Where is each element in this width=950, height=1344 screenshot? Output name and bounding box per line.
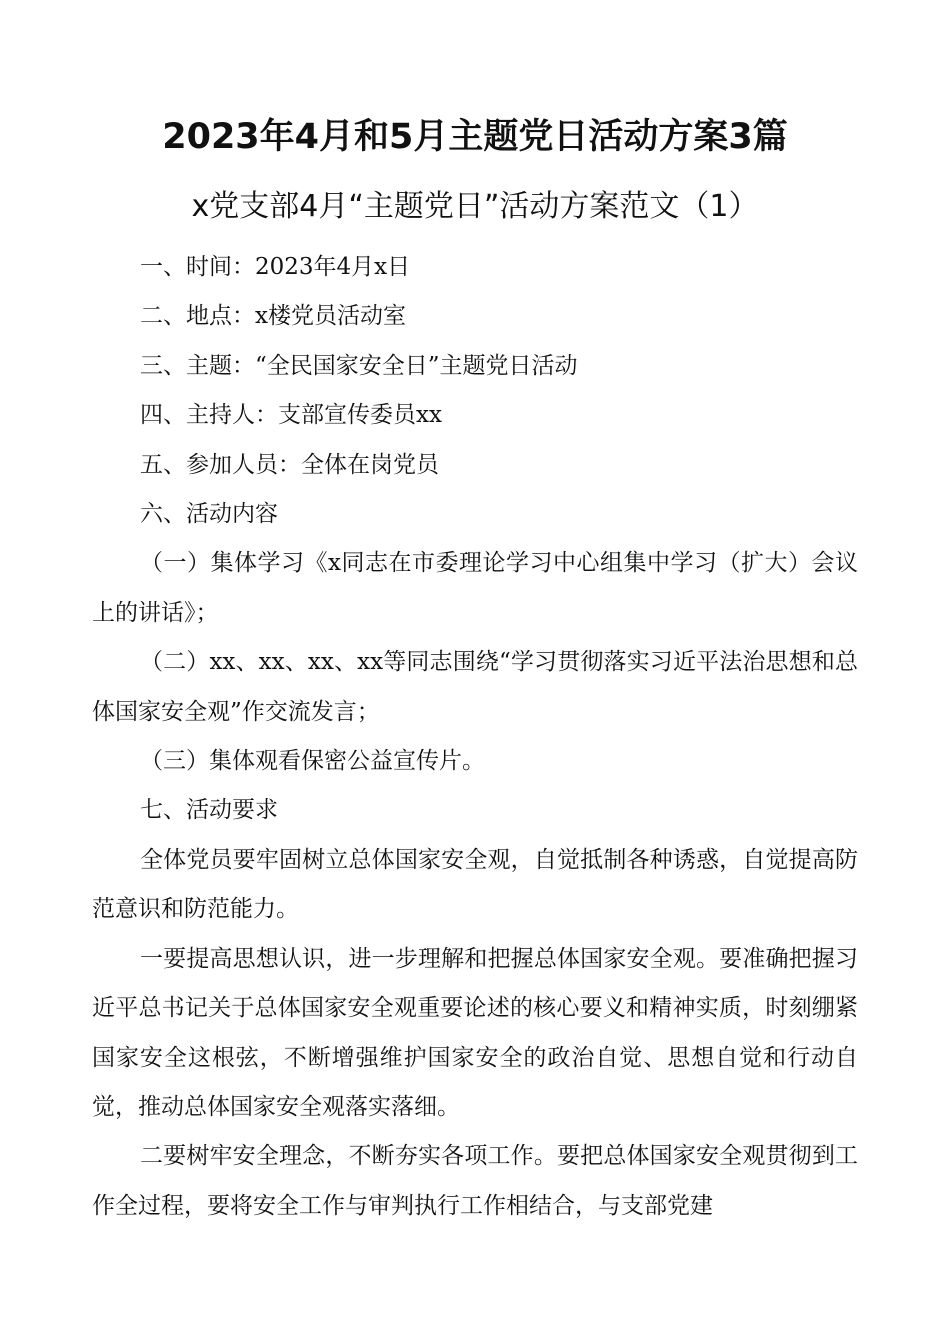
item-host: 四、主持人：支部宣传委员xx bbox=[140, 402, 442, 429]
item-participants: 五、参加人员：全体在岗党员 bbox=[140, 451, 439, 478]
content-item-2: （二）xx、xx、xx、xx等同志围绕“学习贯彻落实习近平法治思想和总体国家安全观”作交流发言； bbox=[92, 649, 858, 725]
content-item-3: （三）集体观看保密公益宣传片。 bbox=[140, 748, 485, 775]
item-time: 一、时间：2023年4月x日 bbox=[140, 254, 411, 280]
requirements-heading: 七、活动要求 bbox=[140, 797, 278, 824]
content-item-1: （一）集体学习《x同志在市委理论学习中心组集中学习（扩大）会议上的讲话》； bbox=[92, 550, 858, 626]
requirements-paragraph-3: 二要树牢安全理念，不断夯实各项工作。要把总体国家安全观贯彻到工作全过程，要将安全工作与审判执行工作相结合，与支部党建 bbox=[92, 1143, 858, 1219]
document-title: 2023年4月和5月主题党日活动方案3篇 bbox=[162, 117, 788, 157]
item-place: 二、地点：x楼党员活动室 bbox=[140, 303, 406, 330]
item-theme: 三、主题：“全民国家安全日”主题党日活动 bbox=[140, 352, 578, 379]
item-content-heading: 六、活动内容 bbox=[140, 501, 278, 528]
document-subtitle: x党支部4月“主题党日”活动方案范文（1） bbox=[191, 189, 759, 224]
requirements-paragraph-1: 全体党员要牢固树立总体国家安全观，自觉抵制各种诱惑，自觉提高防范意识和防范能力。 bbox=[92, 846, 858, 923]
requirements-paragraph-2: 一要提高思想认识，进一步理解和把握总体国家安全观。要准确把握习近平总书记关于总体国家安全观重要论述的核心要义和精神实质，时刻绷紧国家安全这根弦，不断增强维护国家安全的政治自觉、思想自觉和行动自觉，推动总体国家安全观落实落细。 bbox=[92, 945, 858, 1120]
document-body bbox=[92, 243, 858, 1231]
